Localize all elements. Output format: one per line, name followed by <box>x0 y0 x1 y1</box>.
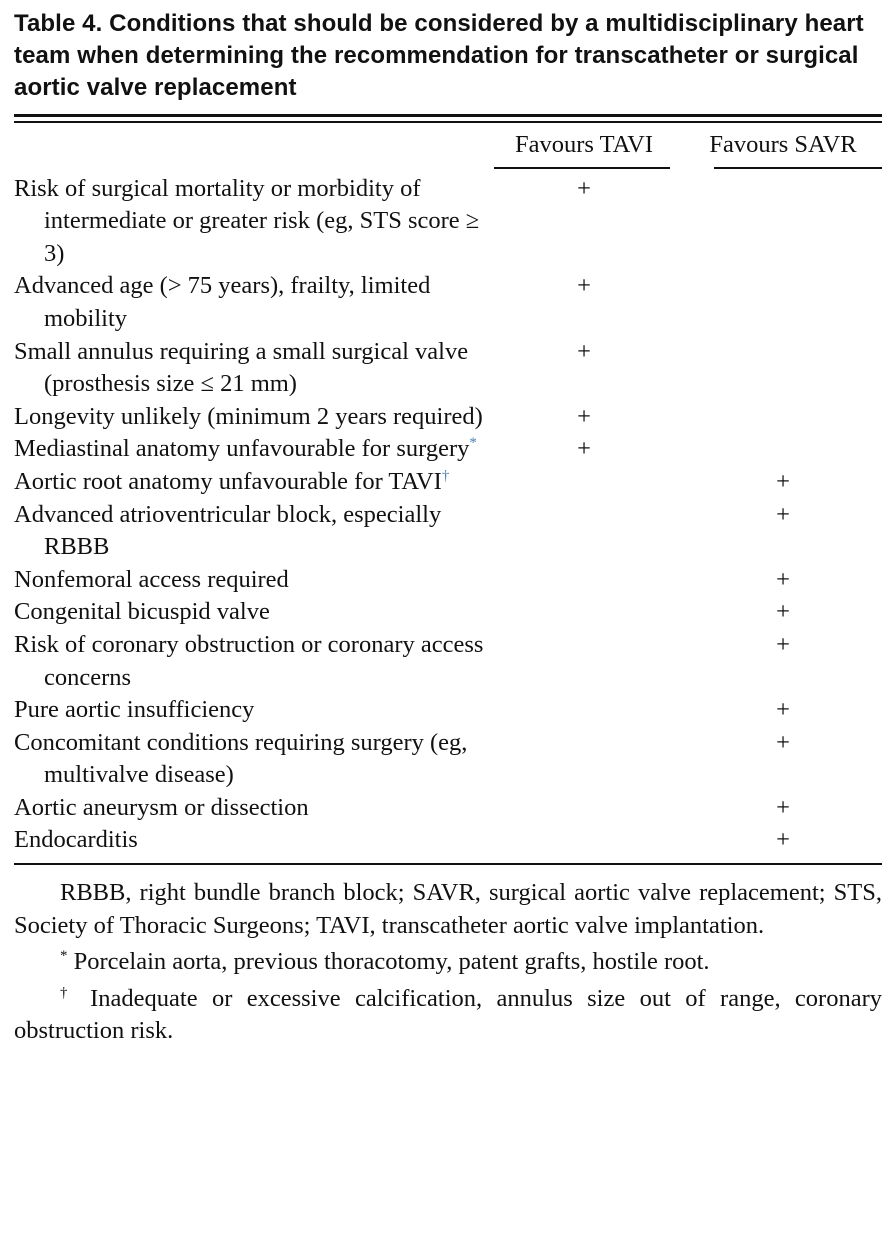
favours-tavi-cell <box>484 466 684 499</box>
condition-text <box>14 564 484 597</box>
table-row <box>14 173 882 271</box>
condition-label: Endocarditis <box>14 826 138 854</box>
header-condition <box>14 123 484 168</box>
condition-cell <box>14 336 484 401</box>
table-row <box>14 466 882 499</box>
condition-cell <box>14 270 484 335</box>
condition-text <box>14 596 484 629</box>
condition-label: Concomitant conditions requiring surgery (eg, multivalve disease) <box>14 728 468 789</box>
footnote-asterisk <box>14 946 882 979</box>
table-row <box>14 336 882 401</box>
favours-tavi-cell: + <box>577 435 591 463</box>
header-favours-savr: Favours SAVR <box>709 130 857 158</box>
favours-savr-cell: + <box>776 630 790 658</box>
condition-cell <box>14 629 484 694</box>
condition-label: Congenital bicuspid valve <box>14 598 270 626</box>
favours-savr-cell <box>684 401 882 434</box>
favours-savr-cell: + <box>776 826 790 854</box>
condition-cell <box>14 401 484 434</box>
condition-label: Risk of surgical mortality or morbidity of intermediate or greater risk (eg, STS score ≥ 3) <box>14 174 480 267</box>
favours-savr-cell <box>684 336 882 401</box>
favours-tavi-cell <box>484 596 684 629</box>
condition-cell <box>14 792 484 825</box>
condition-cell <box>14 596 484 629</box>
condition-text <box>14 499 484 564</box>
condition-cell <box>14 694 484 727</box>
favours-tavi-cell: + <box>577 174 591 202</box>
favours-tavi-cell <box>484 792 684 825</box>
table-row <box>14 270 882 335</box>
condition-cell <box>14 824 484 857</box>
condition-cell <box>14 564 484 597</box>
table-title: Table 4. Conditions that should be considered by a multidisciplinary heart team when determining the recommendation for transcatheter or surgical aortic valve replacement <box>14 10 864 101</box>
table-header-row <box>14 123 882 168</box>
footnote-asterisk-text: Porcelain aorta, previous thoracotomy, patent grafts, hostile root. <box>73 948 710 976</box>
condition-label: Advanced age (> 75 years), frailty, limited mobility <box>14 272 431 332</box>
footnote-marker: † <box>441 467 450 484</box>
condition-cell <box>14 173 484 271</box>
condition-label: Advanced atrioventricular block, especially RBBB <box>14 500 442 561</box>
table-row <box>14 824 882 857</box>
footnote-abbreviations: RBBB, right bundle branch block; SAVR, surgical aortic valve replacement; STS, Society of Thoracic Surgeons; TAVI, transcatheter aortic valve implantation. <box>14 879 882 939</box>
table-row <box>14 433 882 466</box>
favours-savr-cell: + <box>776 598 790 626</box>
condition-label: Pure aortic insufficiency <box>14 696 255 724</box>
favours-savr-cell: + <box>776 696 790 724</box>
condition-text <box>14 466 484 499</box>
favours-tavi-cell <box>484 499 684 564</box>
favours-savr-cell <box>684 173 882 271</box>
footnote-dagger <box>14 983 882 1048</box>
condition-text <box>14 270 484 335</box>
favours-tavi-cell <box>484 694 684 727</box>
condition-label: Longevity unlikely (minimum 2 years required) <box>14 402 483 430</box>
condition-label: Aortic aneurysm or dissection <box>14 793 309 821</box>
table-footnotes <box>14 877 882 1048</box>
favours-savr-cell <box>684 270 882 335</box>
table-row <box>14 596 882 629</box>
condition-text <box>14 694 484 727</box>
table-row <box>14 564 882 597</box>
condition-label: Nonfemoral access required <box>14 565 289 593</box>
table-row <box>14 401 882 434</box>
favours-savr-cell: + <box>776 500 790 528</box>
footnote-dagger-text: Inadequate or excessive calcification, annulus size out of range, coronary obstruction risk. <box>14 984 883 1045</box>
table-row <box>14 727 882 792</box>
favours-savr-cell: + <box>776 467 790 495</box>
table-row <box>14 792 882 825</box>
condition-label: Small annulus requiring a small surgical valve (prosthesis size ≤ 21 mm) <box>14 337 469 398</box>
top-rule-thick <box>14 114 882 117</box>
condition-text <box>14 336 484 401</box>
condition-text <box>14 173 484 271</box>
footnote-asterisk-symbol: * <box>60 948 68 965</box>
favours-tavi-cell <box>484 824 684 857</box>
table-row <box>14 694 882 727</box>
favours-savr-cell <box>684 433 882 466</box>
condition-cell <box>14 433 484 466</box>
condition-text <box>14 629 484 694</box>
conditions-table <box>14 123 882 858</box>
favours-savr-cell: + <box>776 728 790 756</box>
condition-label: Mediastinal anatomy unfavourable for surgery <box>14 435 470 463</box>
favours-tavi-cell <box>484 564 684 597</box>
bottom-rule <box>14 863 882 865</box>
document-page <box>14 8 882 1052</box>
condition-text <box>14 401 484 434</box>
condition-cell <box>14 466 484 499</box>
condition-cell <box>14 499 484 564</box>
favours-tavi-cell: + <box>577 337 591 365</box>
condition-text <box>14 792 484 825</box>
favours-tavi-cell <box>484 727 684 792</box>
favours-savr-cell: + <box>776 565 790 593</box>
favours-savr-cell: + <box>776 793 790 821</box>
condition-label: Risk of coronary obstruction or coronary access concerns <box>14 630 484 691</box>
condition-text <box>14 824 484 857</box>
favours-tavi-cell <box>484 629 684 694</box>
footnote-dagger-symbol: † <box>60 984 76 1001</box>
table-row <box>14 499 882 564</box>
favours-tavi-cell: + <box>577 402 591 430</box>
header-favours-tavi: Favours TAVI <box>514 130 654 158</box>
condition-cell <box>14 727 484 792</box>
condition-text <box>14 433 484 466</box>
condition-text <box>14 727 484 792</box>
favours-tavi-cell: + <box>577 272 591 300</box>
table-body <box>14 173 882 857</box>
table-row <box>14 629 882 694</box>
footnote-marker: * <box>469 435 477 452</box>
condition-label: Aortic root anatomy unfavourable for TAVI <box>14 467 442 495</box>
